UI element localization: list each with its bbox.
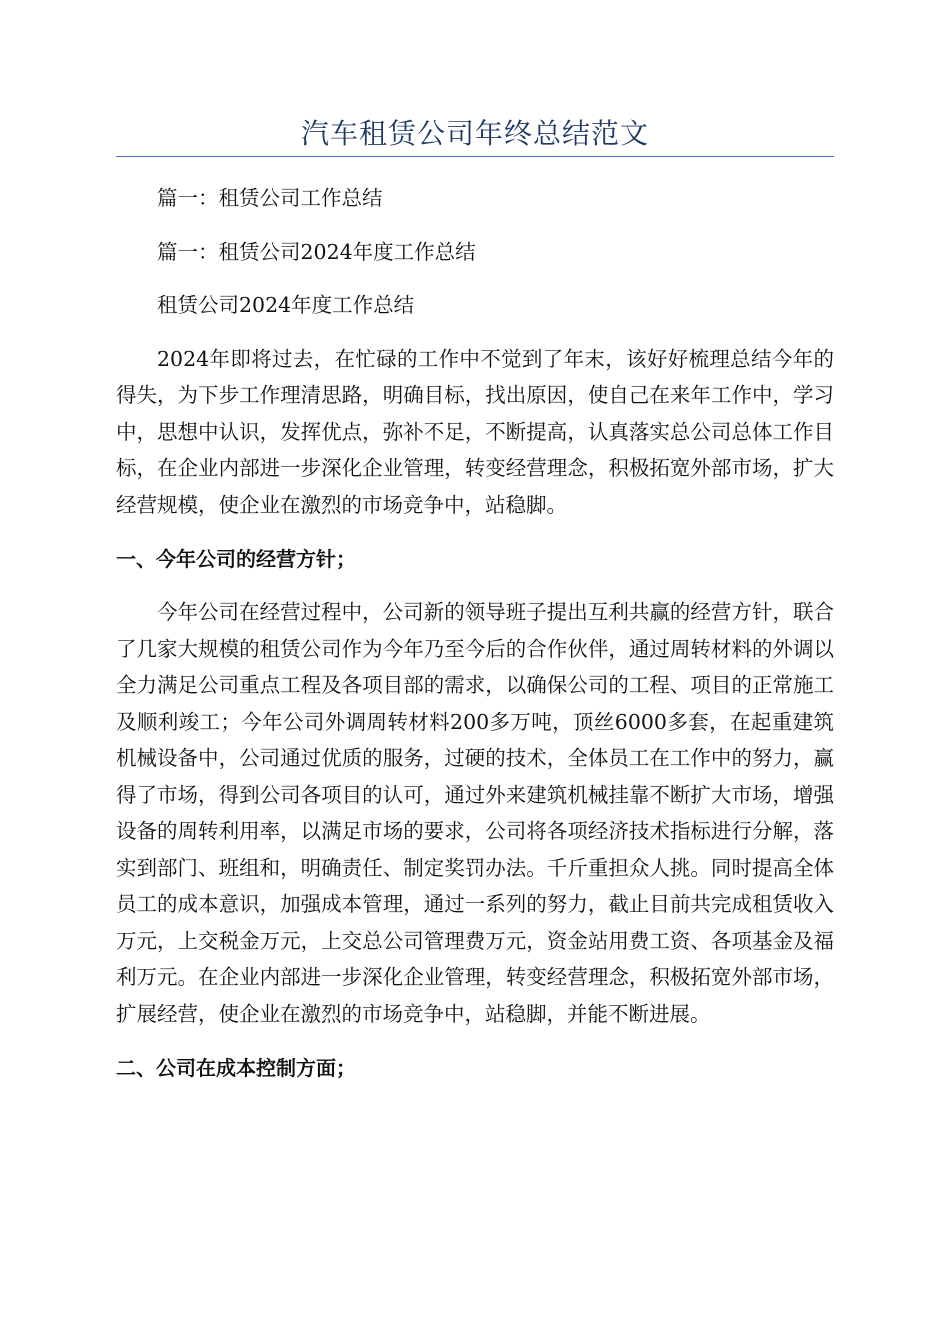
paragraph-intro: 2024年即将过去，在忙碌的工作中不觉到了年末，该好好梳理总结今年的得失，为下步工作理清思路，明确目标，找出原因，使自己在来年工作中，学习中，思想中认识，发挥优点，弥补不足，不断提高，认真落实总公司总体工作目标，在企业内部进一步深化企业管理，转变经营理念，积极拓宽外部市场，扩大经营规模，使企业在激烈的市场竞争中，站稳脚。 [116, 346, 834, 517]
paragraph-subtitle: 租赁公司2024年度工作总结 [157, 293, 415, 317]
document-page [116, 0, 834, 1086]
paragraph-section-label-1: 篇一：租赁公司工作总结 [157, 186, 383, 210]
title-underline [116, 156, 834, 157]
paragraph-section-label-2: 篇一：租赁公司2024年度工作总结 [157, 239, 476, 264]
paragraph-business-policy: 今年公司在经营过程中，公司新的领导班子提出互利共赢的经营方针，联合了几家大规模的租赁公司作为今年乃至今后的合作伙伴，通过周转材料的外调以全力满足公司重点工程及各项目部的需求，以确保公司的工程、项目的正常施工及顺利竣工；今年公司外调周转材料200多万吨，顶丝6000多套，在起重建筑机械设备中，公司通过优质的服务，过硬的技术，全体员工在工作中的努力，赢得了市场，得到公司各项目的认可，通过外来建筑机械挂靠不断扩大市场，增强设备的周转利用率，以满足市场的要求，公司将各项经济技术指标进行分解，落实到部门、班组和，明确责任、制定奖罚办法。千斤重担众人挑。同时提高全体员工的成本意识，加强成本管理，通过一系列的努力，截止目前共完成租赁收入万元，上交税金万元，上交总公司管理费万元，资金站用费工资、各项基金及福利万元。在企业内部进一步深化企业管理，转变经营理念，积极拓宽外部市场，扩展经营，使企业在激烈的市场竞争中，站稳脚，并能不断进展。 [116, 600, 834, 1026]
document-title: 汽车租赁公司年终总结范文 [300, 117, 649, 150]
section-heading-2: 二、公司在成本控制方面； [116, 1056, 356, 1080]
section-heading-1: 一、今年公司的经营方针； [116, 547, 356, 571]
